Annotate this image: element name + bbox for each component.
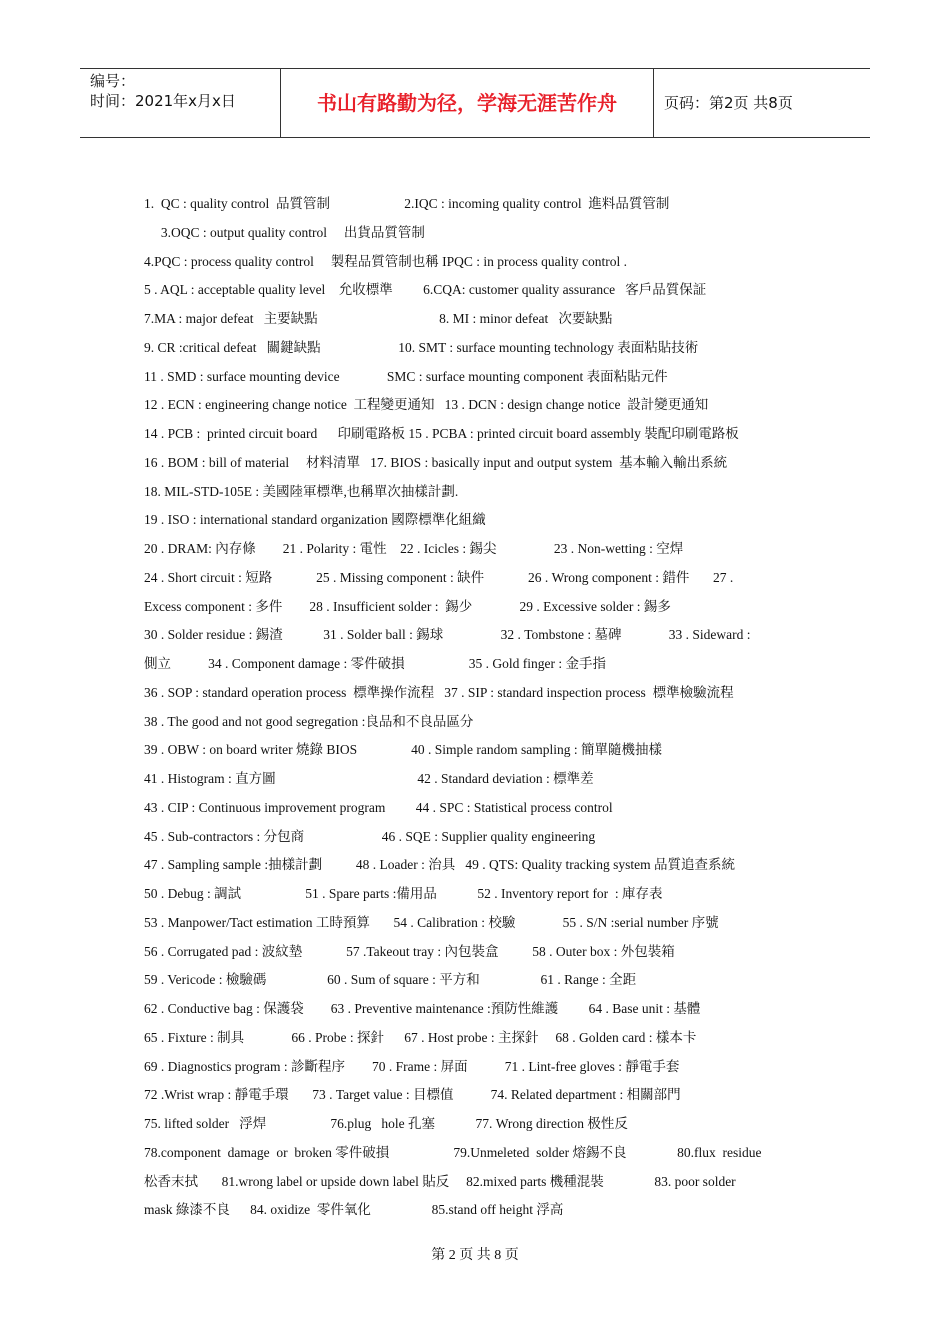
glossary-line: 36 . SOP : standard operation process 標準操作流程 37 . SIP : standard inspection process 標準檢驗流程 [144, 684, 734, 700]
glossary-line: 19 . ISO : international standard organization 國際標準化組織 [144, 512, 486, 528]
glossary-line: 1. QC : quality control 品質管制 2.IQC : incoming quality control 進料品質管制 [144, 196, 670, 211]
document-number-label: 编号： [90, 72, 136, 90]
glossary-line: 14 . PCB : printed circuit board 印刷電路板 15 . PCBA : printed circuit board assembly 裝配印刷電路板 [144, 426, 739, 441]
glossary-line: 4.PQC : process quality control 製程品質管制也稱 IPQC : in process quality control . [144, 253, 627, 269]
glossary-line: 59 . Vericode : 檢驗碼 60 . Sum of square : 平方和 61 . Range : 全距 [144, 972, 637, 988]
glossary-line: 20 . DRAM: 內存條 21 . Polarity : 電性 22 . Icicles : 錫尖 23 . Non-wetting : 空焊 [144, 541, 684, 556]
glossary-line: 39 . OBW : on board writer 燒錄 BIOS 40 . Simple random sampling : 簡單隨機抽樣 [144, 742, 662, 758]
glossary-line: 38 . The good and not good segregation :良品和不良品區分 [144, 713, 474, 729]
glossary-line: 7.MA : major defeat 主要缺點 8. MI : minor defeat 次要缺點 [144, 311, 613, 326]
glossary-line: 69 . Diagnostics program : 診斷程序 70 . Frame : 屏面 71 . Lint-free gloves : 靜電手套 [144, 1058, 680, 1074]
header-meta [80, 69, 281, 137]
glossary-line: 24 . Short circuit : 短路 25 . Missing component : 缺件 26 . Wrong component : 錯件 27 . [144, 569, 734, 585]
glossary-line: 3.OQC : output quality control 出貨品質管制 [144, 224, 425, 240]
glossary-body [144, 190, 804, 1225]
glossary-line: Excess component : 多件 28 . Insufficient solder : 錫少 29 . Excessive solder : 錫多 [144, 598, 671, 614]
header-page-number: 页码：第2页 共8页 [664, 94, 793, 112]
glossary-line: 65 . Fixture : 制具 66 . Probe : 探針 67 . Host probe : 主探針 68 . Golden card : 樣本卡 [144, 1029, 697, 1045]
header-motto: 书山有路勤为径，学海无涯苦作舟 [281, 69, 654, 137]
page-footer: 第 2 页 共 8 页 [431, 1248, 519, 1263]
glossary-line: 側立 34 . Component damage : 零件破損 35 . Gold finger : 金手指 [144, 656, 606, 671]
glossary-line: 72 .Wrist wrap : 靜電手環 73 . Target value : 目標值 74. Related department : 相關部門 [144, 1087, 681, 1103]
glossary-line: 53 . Manpower/Tact estimation 工時預算 54 . Calibration : 校驗 55 . S/N :serial number 序號 [144, 914, 719, 930]
glossary-line: 松香末拭 81.wrong label or upside down label 貼反 82.mixed parts 機種混裝 83. poor solder [144, 1173, 736, 1189]
glossary-line: 16 . BOM : bill of material 材料清單 17. BIOS : basically input and output system 基本輸入輸出系統 [144, 454, 728, 470]
glossary-line: 5 . AQL : acceptable quality level 允收標準 6.CQA: customer quality assurance 客戶品質保証 [144, 282, 707, 298]
glossary-line: 56 . Corrugated pad : 波紋墊 57 .Takeout tray : 內包裝盒 58 . Outer box : 外包裝箱 [144, 943, 675, 959]
glossary-line: 18. MIL-STD-105E : 美國陸軍標準,也稱單次抽樣計劃. [144, 483, 459, 499]
glossary-line: 43 . CIP : Continuous improvement program 44 . SPC : Statistical process control [144, 799, 613, 815]
glossary-line: 75. lifted solder 浮焊 76.plug hole 孔塞 77. Wrong direction 极性反 [144, 1116, 628, 1131]
glossary-line: 12 . ECN : engineering change notice 工程變更通知 13 . DCN : design change notice 設計變更通知 [144, 397, 709, 413]
glossary-line: 78.component damage or broken 零件破損 79.Unmeleted solder 熔錫不良 80.flux residue [144, 1144, 762, 1160]
glossary-line: 62 . Conductive bag : 保護袋 63 . Preventive maintenance :預防性維護 64 . Base unit : 基體 [144, 1001, 701, 1016]
glossary-line: 9. CR :critical defeat 關鍵缺點 10. SMT : surface mounting technology 表面粘貼技術 [144, 339, 699, 355]
glossary-line: 50 . Debug : 調試 51 . Spare parts :備用品 52 . Inventory report for : 庫存表 [144, 886, 663, 901]
glossary-line: 41 . Histogram : 直方圖 42 . Standard deviation : 標準差 [144, 771, 594, 786]
document-time-label: 时间：2021年x月x日 [90, 92, 236, 110]
glossary-line: 45 . Sub-contractors : 分包商 46 . SQE : Supplier quality engineering [144, 828, 596, 844]
glossary-line: 30 . Solder residue : 錫渣 31 . Solder ball : 錫球 32 . Tombstone : 墓碑 33 . Sideward : [144, 627, 751, 643]
glossary-line: 47 . Sampling sample :抽樣計劃 48 . Loader : 治具 49 . QTS: Quality tracking system 品質追查系統 [144, 857, 735, 873]
glossary-line: mask 綠漆不良 84. oxidize 零件氧化 85.stand off height 浮高 [144, 1202, 564, 1218]
page-header [80, 68, 870, 138]
glossary-line: 11 . SMD : surface mounting device SMC : surface mounting component 表面粘貼元件 [144, 368, 668, 384]
